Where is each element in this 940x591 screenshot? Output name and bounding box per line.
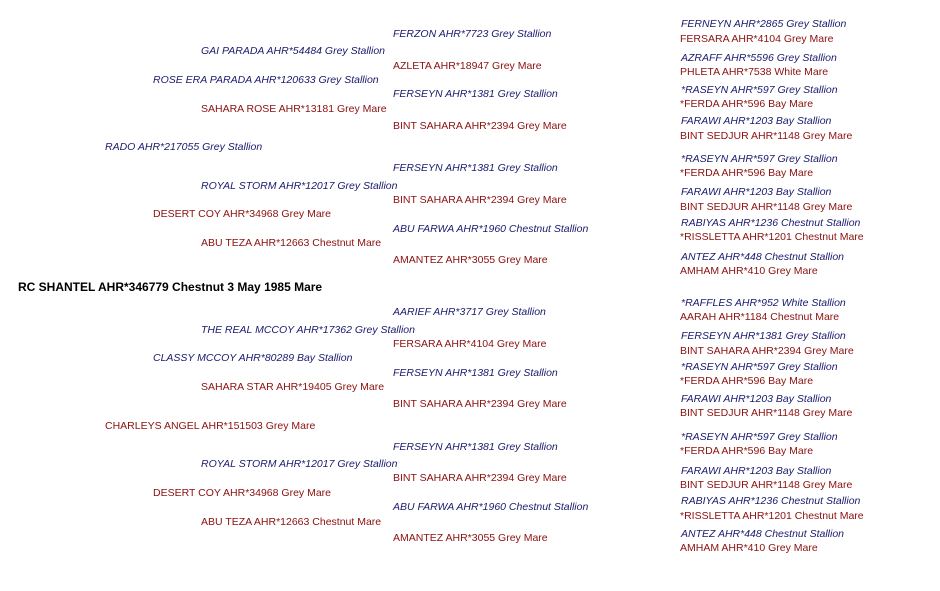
pedigree-entry: RADO AHR*217055 Grey Stallion [105,141,263,153]
pedigree-entry: FERSEYN AHR*1381 Grey Stallion [393,162,558,174]
pedigree-entry: AARAH AHR*1184 Chestnut Mare [680,311,840,323]
pedigree-entry: FARAWI AHR*1203 Bay Stallion [681,186,832,198]
pedigree-entry: FERSARA AHR*4104 Grey Mare [393,338,547,350]
pedigree-entry: *FERDA AHR*596 Bay Mare [680,445,814,457]
pedigree-entry: BINT SAHARA AHR*2394 Grey Mare [680,345,854,357]
pedigree-entry: FARAWI AHR*1203 Bay Stallion [681,393,832,405]
pedigree-entry: PHLETA AHR*7538 White Mare [680,66,829,78]
pedigree-entry: *RASEYN AHR*597 Grey Stallion [681,361,838,373]
pedigree-entry: *RISSLETTA AHR*1201 Chestnut Mare [680,510,864,522]
pedigree-entry: BINT SEDJUR AHR*1148 Grey Mare [680,479,853,491]
pedigree-entry: DESERT COY AHR*34968 Grey Mare [153,208,331,220]
pedigree-entry: BINT SEDJUR AHR*1148 Grey Mare [680,130,853,142]
pedigree-entry: FARAWI AHR*1203 Bay Stallion [681,465,832,477]
pedigree-entry: *RAFFLES AHR*952 White Stallion [681,297,846,309]
pedigree-entry: FERNEYN AHR*2865 Grey Stallion [681,18,847,30]
pedigree-entry: FERSEYN AHR*1381 Grey Stallion [393,367,558,379]
pedigree-entry: ROYAL STORM AHR*12017 Grey Stallion [201,458,398,470]
subject-horse: RC SHANTEL AHR*346779 Chestnut 3 May 1985 Mare [18,280,323,294]
pedigree-entry: AZLETA AHR*18947 Grey Mare [393,60,542,72]
pedigree-entry: *FERDA AHR*596 Bay Mare [680,98,814,110]
pedigree-entry: FARAWI AHR*1203 Bay Stallion [681,115,832,127]
pedigree-entry: AMHAM AHR*410 Grey Mare [680,265,818,277]
pedigree-entry: ROSE ERA PARADA AHR*120633 Grey Stallion [153,74,379,86]
pedigree-entry: BINT SEDJUR AHR*1148 Grey Mare [680,407,853,419]
pedigree-entry: *FERDA AHR*596 Bay Mare [680,375,814,387]
pedigree-entry: FERSARA AHR*4104 Grey Mare [680,33,834,45]
pedigree-entry: BINT SAHARA AHR*2394 Grey Mare [393,472,567,484]
pedigree-entry: CLASSY MCCOY AHR*80289 Bay Stallion [153,352,353,364]
pedigree-entry: AMHAM AHR*410 Grey Mare [680,542,818,554]
pedigree-entry: AARIEF AHR*3717 Grey Stallion [393,306,546,318]
pedigree-entry: ANTEZ AHR*448 Chestnut Stallion [681,251,845,263]
pedigree-entry: CHARLEYS ANGEL AHR*151503 Grey Mare [105,420,316,432]
pedigree-entry: AZRAFF AHR*5596 Grey Stallion [681,52,837,64]
pedigree-entry: *RASEYN AHR*597 Grey Stallion [681,153,838,165]
pedigree-entry: ABU FARWA AHR*1960 Chestnut Stallion [393,501,589,513]
pedigree-entry: RABIYAS AHR*1236 Chestnut Stallion [681,217,861,229]
pedigree-entry: ABU FARWA AHR*1960 Chestnut Stallion [393,223,589,235]
pedigree-entry: GAI PARADA AHR*54484 Grey Stallion [201,45,386,57]
pedigree-entry: BINT SAHARA AHR*2394 Grey Mare [393,194,567,206]
pedigree-entry: BINT SEDJUR AHR*1148 Grey Mare [680,201,853,213]
pedigree-entry: AMANTEZ AHR*3055 Grey Mare [393,532,548,544]
pedigree-entry: ABU TEZA AHR*12663 Chestnut Mare [201,237,382,249]
pedigree-entry: FERSEYN AHR*1381 Grey Stallion [681,330,846,342]
pedigree-entry: *FERDA AHR*596 Bay Mare [680,167,814,179]
pedigree-entry: ROYAL STORM AHR*12017 Grey Stallion [201,180,398,192]
pedigree-entry: *RASEYN AHR*597 Grey Stallion [681,431,838,443]
pedigree-entry: FERZON AHR*7723 Grey Stallion [393,28,552,40]
pedigree-entry: RABIYAS AHR*1236 Chestnut Stallion [681,495,861,507]
pedigree-entry: DESERT COY AHR*34968 Grey Mare [153,487,331,499]
pedigree-entry: SAHARA ROSE AHR*13181 Grey Mare [201,103,387,115]
pedigree-entry: *RISSLETTA AHR*1201 Chestnut Mare [680,231,864,243]
pedigree-entry: AMANTEZ AHR*3055 Grey Mare [393,254,548,266]
pedigree-entry: BINT SAHARA AHR*2394 Grey Mare [393,398,567,410]
pedigree-entry: FERSEYN AHR*1381 Grey Stallion [393,441,558,453]
pedigree-entry: BINT SAHARA AHR*2394 Grey Mare [393,120,567,132]
pedigree-entry: *RASEYN AHR*597 Grey Stallion [681,84,838,96]
pedigree-entry: ANTEZ AHR*448 Chestnut Stallion [681,528,845,540]
pedigree-entry: FERSEYN AHR*1381 Grey Stallion [393,88,558,100]
pedigree-entry: SAHARA STAR AHR*19405 Grey Mare [201,381,385,393]
pedigree-entry: ABU TEZA AHR*12663 Chestnut Mare [201,516,382,528]
pedigree-entry: THE REAL MCCOY AHR*17362 Grey Stallion [201,324,415,336]
